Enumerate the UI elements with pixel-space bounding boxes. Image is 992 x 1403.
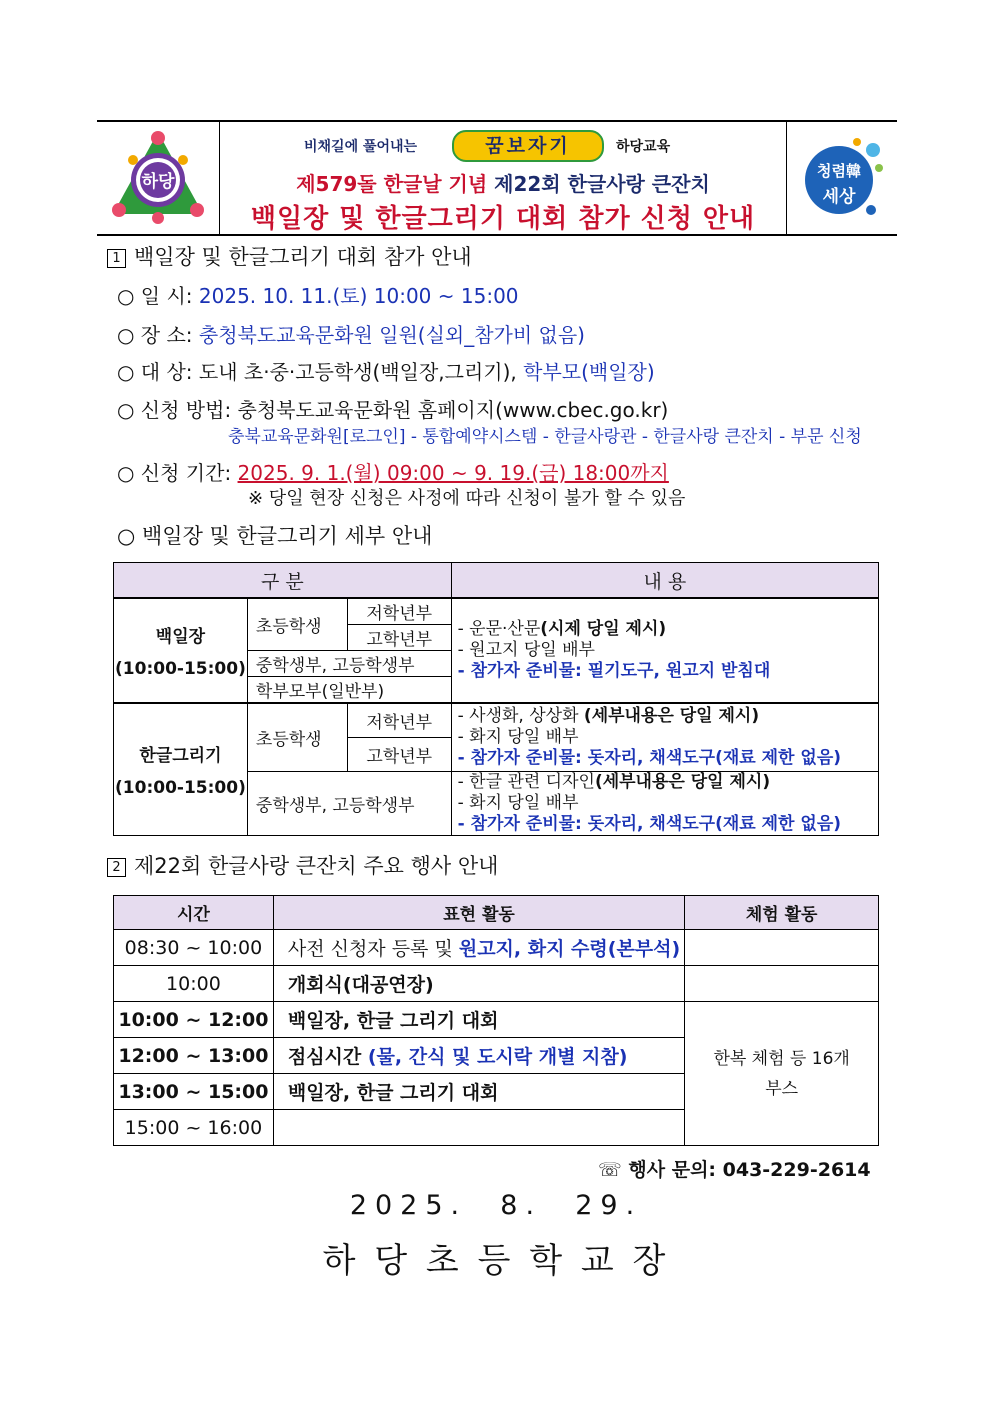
contest-detail-table xyxy=(113,562,879,836)
draw-low: 저학년부 xyxy=(347,703,451,737)
table1-header-category: 구 분 xyxy=(114,563,452,599)
logo-text: 하당 xyxy=(141,172,175,192)
school-logo xyxy=(97,122,220,234)
draw-mid-content: - 한글 관련 디자인(세부내용은 당일 제시) - 화지 당일 배부 - 참가자 준비물: 돗자리, 채색도구(재료 제한 없음) xyxy=(451,771,878,835)
info-period-note: ※ 당일 현장 신청은 사정에 따라 신청이 불가 할 수 있음 xyxy=(248,488,686,509)
section2-title: 2 제22회 한글사랑 큰잔치 주요 행사 안내 xyxy=(107,850,498,880)
phone-icon: ☏ xyxy=(598,1159,622,1181)
draw-elem: 초등학생 xyxy=(247,703,347,771)
info-method: ○ 신청 방법: 충청북도교육문화원 홈페이지(www.cbec.go.kr) xyxy=(117,398,669,422)
integrity-line1: 청렴韓 xyxy=(817,162,861,180)
info-date: ○ 일 시: 2025. 10. 11.(토) 10:00 ~ 15:00 xyxy=(117,284,519,308)
header-subtitle xyxy=(220,168,786,197)
event-schedule-table xyxy=(113,895,879,1146)
baek-low: 저학년부 xyxy=(347,598,451,625)
experience-cell: 한복 체험 등 16개 부스 xyxy=(685,1002,879,1146)
signer: 하 당 초 등 학 교 장 xyxy=(322,1241,670,1281)
table2-header-expression: 표현 활동 xyxy=(273,896,684,930)
section1-title: 1 백일장 및 한글그리기 대회 참가 안내 xyxy=(107,241,472,271)
slogan-right: 하당교육 xyxy=(616,139,671,155)
table2-header-experience: 체험 활동 xyxy=(685,896,879,930)
draw-elem-content: - 사생화, 상상화 (세부내용은 당일 제시) - 화지 당일 배부 - 참가자 준비물: 돗자리, 채색도구(재료 제한 없음) xyxy=(451,703,878,771)
table-row: 10:00 ~ 12:00 백일장, 한글 그리기 대회 한복 체험 등 16개 부스 xyxy=(114,1002,879,1038)
header-center xyxy=(220,122,786,234)
table1-header-content: 내 용 xyxy=(451,563,878,599)
draw-group: 한글그리기 (10:00-15:00) xyxy=(114,703,248,835)
baek-elem: 초등학생 xyxy=(247,598,347,651)
baek-parent: 학부모부(일반부) xyxy=(247,677,451,704)
section2-number: 2 xyxy=(107,858,126,877)
slogan-row xyxy=(220,128,786,164)
table-row: 15:00 ~ 16:00 xyxy=(114,1110,879,1146)
baek-group: 백일장 (10:00-15:00) xyxy=(114,598,248,703)
baek-mid: 중학생부, 고등학생부 xyxy=(247,651,451,677)
contact-line: ☏ 행사 문의: 043-229-2614 xyxy=(598,1159,871,1181)
info-period: ○ 신청 기간: 2025. 9. 1.(월) 09:00 ~ 9. 19.(금) 18:00까지 xyxy=(117,461,669,485)
integrity-logo xyxy=(786,122,897,234)
subtitle-part1: 제579돌 한글날 기념 xyxy=(296,172,488,196)
section1-number: 1 xyxy=(107,249,126,268)
slogan-brand: 꿈보자기 xyxy=(452,130,604,162)
draw-high: 고학년부 xyxy=(347,737,451,771)
table-row: 08:30 ~ 10:00 사전 신청자 등록 및 원고지, 화지 수령(본부석) xyxy=(114,930,879,966)
table-row: 10:00 개회식(대공연장) xyxy=(114,966,879,1002)
info-place: ○ 장 소: 충청북도교육문화원 일원(실외_참가비 없음) xyxy=(117,323,585,347)
header-title: 백일장 및 한글그리기 대회 참가 신청 안내 xyxy=(250,204,756,234)
baek-high: 고학년부 xyxy=(347,625,451,651)
document-header xyxy=(97,120,897,236)
document-date: 2025. 8. 29. xyxy=(349,1190,643,1221)
detail-title: ○ 백일장 및 한글그리기 세부 안내 xyxy=(117,524,433,548)
integrity-line2: 세상 xyxy=(822,187,856,207)
info-method-path: 충북교육문화원[로그인] - 통합예약시스템 - 한글사랑관 - 한글사랑 큰잔치 - 부문 신청 xyxy=(228,427,862,447)
subtitle-part2: 제22회 한글사랑 큰잔치 xyxy=(494,172,710,196)
info-target: ○ 대 상: 도내 초·중·고등학생(백일장,그리기), 학부모(백일장) xyxy=(117,360,655,384)
slogan-left: 비채길에 풀어내는 xyxy=(304,139,418,155)
baek-content: - 운문·산문(시제 당일 제시) - 원고지 당일 배부 - 참가자 준비물: 필기도구, 원고지 받침대 xyxy=(451,598,878,703)
draw-mid: 중학생부, 고등학생부 xyxy=(247,771,451,835)
table-row: 12:00 ~ 13:00 점심시간 (물, 간식 및 도시락 개별 지참) xyxy=(114,1038,879,1074)
table-row: 13:00 ~ 15:00 백일장, 한글 그리기 대회 xyxy=(114,1074,879,1110)
table2-header-time: 시간 xyxy=(114,896,274,930)
